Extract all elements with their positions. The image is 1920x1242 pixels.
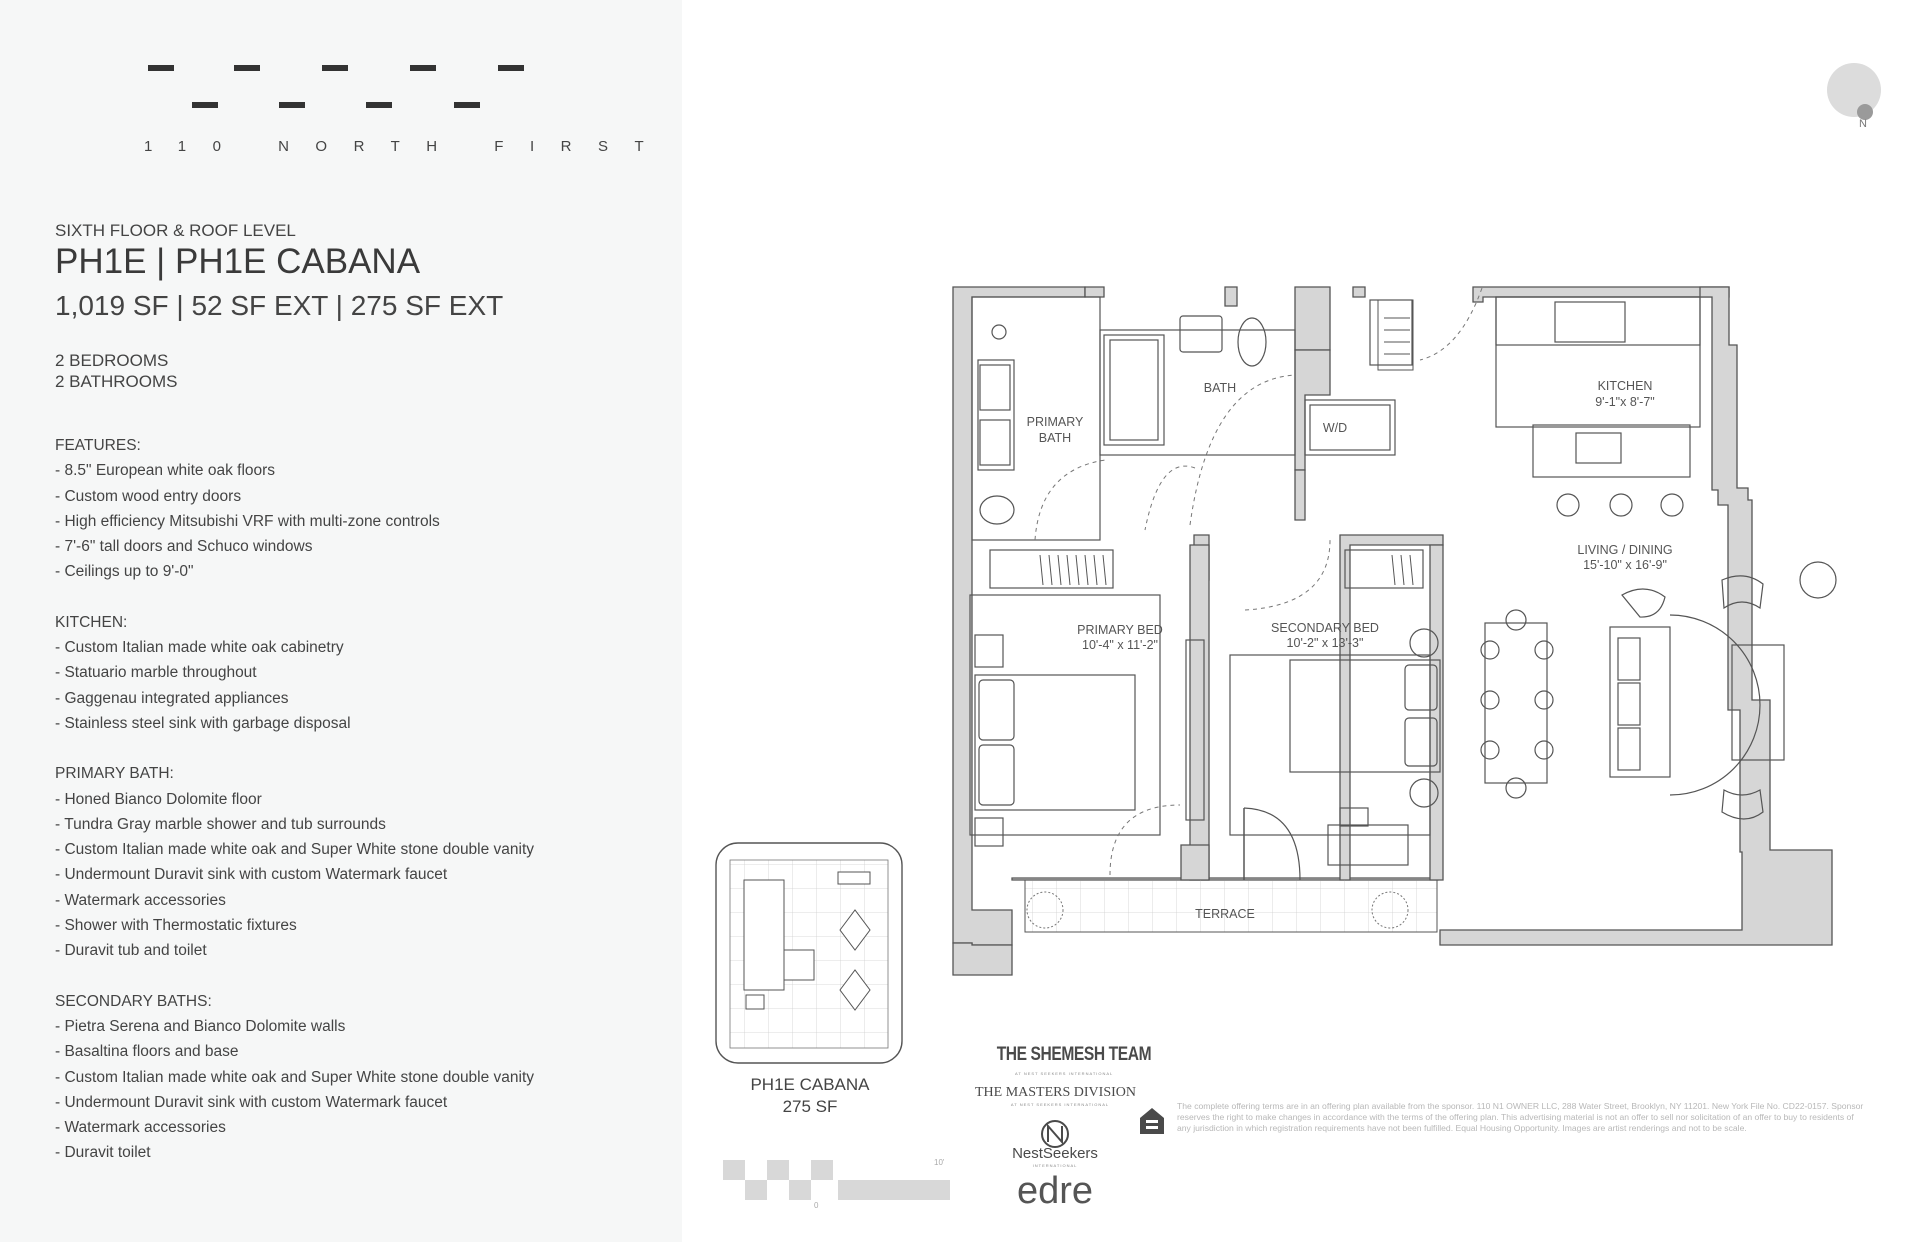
feature-item: - Undermount Duravit sink with custom Watermark faucet	[55, 1093, 448, 1111]
nest-sub: INTERNATIONAL	[1032, 1163, 1078, 1168]
masters-division-logo: THE MASTERS DIVISION	[975, 1085, 1136, 1100]
label-living-dim: 15'-10" x 16'-9"	[1583, 558, 1667, 572]
unit-area: 1,019 SF | 52 SF EXT | 275 SF EXT	[55, 290, 504, 321]
feature-item: - 7'-6" tall doors and Schuco windows	[55, 538, 313, 556]
feature-item: - Duravit toilet	[55, 1144, 151, 1162]
feature-item: - Basaltina floors and base	[55, 1043, 239, 1061]
shemesh-sub: AT NEST SEEKERS INTERNATIONAL	[1015, 1071, 1114, 1076]
north-label: N	[1859, 118, 1867, 130]
label-kitchen-dim: 9'-1"x 8'-7"	[1595, 395, 1655, 409]
feature-item: - Custom Italian made white oak and Super White stone double vanity	[55, 841, 535, 859]
label-primary-bath: PRIMARY BATH	[1026, 415, 1084, 445]
feature-item: - Pietra Serena and Bianco Dolomite walls	[55, 1017, 346, 1035]
edre-logo: edre	[1016, 1170, 1094, 1212]
shemesh-team-logo: THE SHEMESH TEAM	[996, 1044, 1152, 1065]
feature-section	[55, 989, 655, 1166]
brand-wordmark: 110 NORTH FIRST	[144, 138, 671, 155]
feature-item: - Statuario marble throughout	[55, 664, 257, 682]
hanger-line	[1040, 555, 1043, 585]
masters-sub: AT NEST SEEKERS INTERNATIONAL	[1010, 1102, 1110, 1107]
label-living: LIVING / DINING	[1577, 543, 1673, 557]
north-arrow-icon	[1827, 63, 1881, 120]
unit-title: PH1E | PH1E CABANA	[55, 242, 421, 281]
hanger-line	[1067, 555, 1070, 585]
door-swings	[1035, 288, 1482, 875]
feature-item: - Honed Bianco Dolomite floor	[55, 790, 262, 808]
scale-bar	[723, 1160, 950, 1200]
label-secondary-bed-dim: 10'-2" x 13'-3"	[1286, 636, 1364, 650]
scale-start: 0	[814, 1201, 819, 1210]
label-bath: BATH	[1203, 381, 1237, 395]
feature-item: - 8.5" European white oak floors	[55, 462, 276, 480]
hanger-line	[1076, 555, 1079, 585]
scale-end: 10'	[934, 1158, 945, 1167]
label-primary-bed: PRIMARY BED	[1077, 623, 1163, 637]
feature-section	[55, 610, 655, 736]
cabana-area: 275 SF	[782, 1097, 838, 1116]
feature-item: - High efficiency Mitsubishi VRF with multi-zone controls	[55, 512, 440, 530]
nest-seekers-logo: NestSeekers	[1012, 1145, 1098, 1162]
feature-item: - Shower with Thermostatic fixtures	[55, 917, 297, 935]
nest-seekers-icon	[1042, 1121, 1068, 1147]
legal-disclaimer: The complete offering terms are in an offering plan available from the sponsor. 110 N1 OWNER LLC, 288 Water Street, Brooklyn, NY 11201. New York File No. CD22-0157. Sponsor reserves the right to make changes in accordance with the terms of the offering plan. This advertising material is not an offer to sell nor solicitation of an offer to buy to residents of any jurisdiction in which registration requirements have not been fulfilled. Equal Housing Opportunity. Images are artist renderings and not to be scale.	[1177, 1101, 1864, 1133]
feature-section-heading: FEATURES:	[55, 437, 141, 454]
feature-item: - Custom Italian made white oak cabinetry	[55, 639, 344, 657]
feature-item: - Custom Italian made white oak and Super White stone double vanity	[55, 1068, 535, 1086]
feature-section-heading: SECONDARY BATHS:	[55, 992, 212, 1010]
feature-item: - Custom wood entry doors	[55, 487, 242, 505]
label-secondary-bed: SECONDARY BED	[1271, 621, 1379, 635]
label-terrace: TERRACE	[1195, 907, 1255, 921]
feature-section	[55, 433, 655, 585]
hanger-line	[1058, 555, 1061, 585]
feature-item: - Ceilings up to 9'-0"	[55, 563, 194, 581]
feature-list	[55, 433, 655, 1191]
cabana-caption	[700, 1074, 920, 1118]
feature-section	[55, 761, 655, 963]
feature-item: - Watermark accessories	[55, 1119, 226, 1137]
info-panel	[0, 0, 682, 1242]
hanger-line	[1094, 555, 1097, 585]
feature-item: - Gaggenau integrated appliances	[55, 689, 289, 707]
feature-item: - Stainless steel sink with garbage disposal	[55, 714, 351, 732]
bedroom-count: 2 BEDROOMS	[55, 351, 169, 370]
label-primary-bed-dim: 10'-4" x 11'-2"	[1082, 638, 1158, 652]
secondary-bed-furniture	[1290, 629, 1440, 865]
cabana-name: PH1E CABANA	[750, 1075, 870, 1094]
label-kitchen: KITCHEN	[1597, 379, 1653, 393]
feature-section-heading: KITCHEN:	[55, 613, 128, 631]
hanger-line	[1049, 555, 1052, 585]
primary-bed-furniture	[975, 635, 1204, 846]
cabana-plan	[716, 843, 902, 1063]
dash-pattern-logo	[144, 62, 532, 112]
door-secondary-bed	[1244, 808, 1300, 880]
feature-item: - Watermark accessories	[55, 891, 226, 909]
feature-item: - Duravit tub and toilet	[55, 942, 207, 960]
label-wd: W/D	[1322, 421, 1348, 435]
hanger-line	[1410, 555, 1413, 585]
bathroom-count: 2 BATHROOMS	[55, 372, 178, 391]
feature-section-heading: PRIMARY BATH:	[55, 765, 174, 783]
feature-item: - Tundra Gray marble shower and tub surrounds	[55, 815, 386, 833]
hanger-line	[1392, 555, 1395, 585]
feature-item: - Undermount Duravit sink with custom Watermark faucet	[55, 866, 448, 884]
room-count	[55, 350, 177, 392]
floor-level: SIXTH FLOOR & ROOF LEVEL	[55, 221, 296, 240]
hanger-line	[1401, 555, 1404, 585]
hanger-line	[1085, 555, 1088, 585]
equal-housing-icon	[1140, 1108, 1164, 1134]
hanger-line	[1103, 555, 1106, 585]
